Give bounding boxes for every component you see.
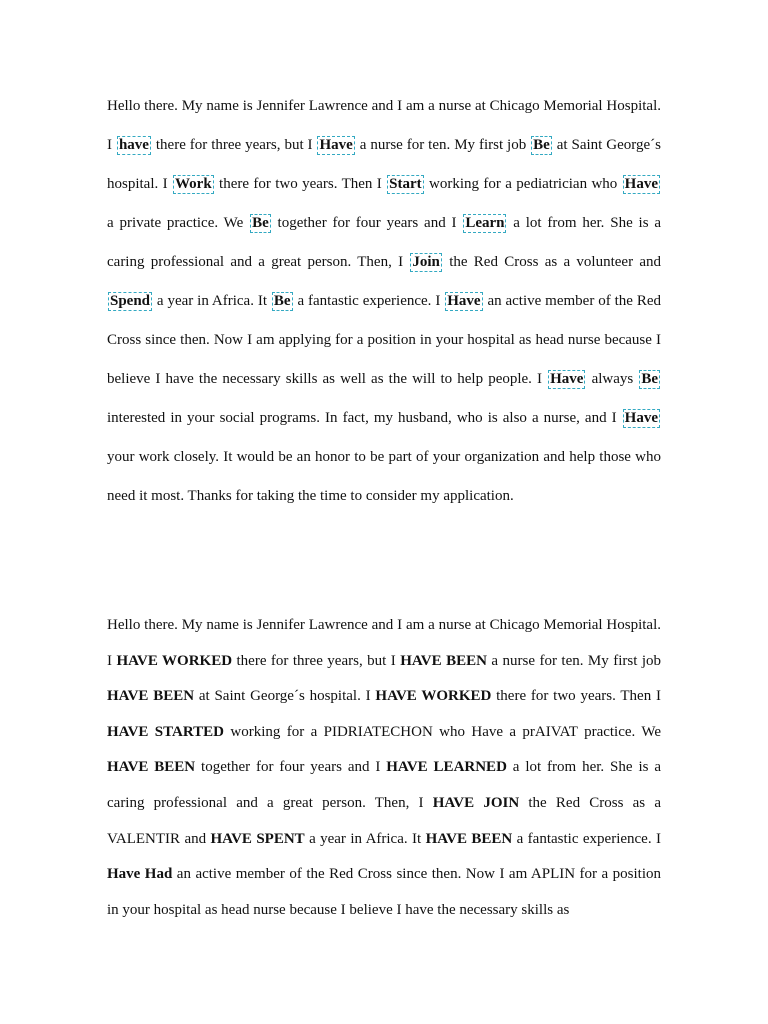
text-run: there for two years. Then I xyxy=(214,176,387,192)
text-run: a nurse for ten. My first job xyxy=(486,652,661,669)
answer-paragraph xyxy=(107,608,661,928)
text-run: a year in Africa. It xyxy=(304,830,426,847)
answer-verb: HAVE SPENT xyxy=(210,830,305,847)
answer-verb: Have Had xyxy=(107,866,173,883)
text-run: a fantastic experience. I xyxy=(512,830,661,847)
text-run: always xyxy=(586,371,639,387)
text-run: there for three years, but I xyxy=(232,652,401,669)
text-run: at Saint George´s hospital. I xyxy=(194,688,376,705)
text-run: a nurse for ten. My first job xyxy=(355,137,531,153)
answer-verb: HAVE BEEN xyxy=(400,652,487,669)
verb-blank-box[interactable]: Join xyxy=(412,254,440,270)
text-run: a fantastic experience. I xyxy=(293,293,445,309)
text-run: an active member of the Red Cross since then. Now I am APLIN for a position in your hospital as head nurse because I believe I have the necessary skills as xyxy=(107,866,661,918)
text-run: an active member of the Red Cross since then. Now I am applying for a position in your hospital as head nurse because I believe I have the necessary skills as well as the will to help people. I xyxy=(107,293,661,387)
verb-blank-box[interactable]: Have xyxy=(447,293,481,309)
verb-blank-box[interactable]: Be xyxy=(533,137,550,153)
text-run: a private practice. We xyxy=(107,215,250,231)
verb-blank-box[interactable]: Learn xyxy=(465,215,505,231)
text-run: working for a pediatrician who xyxy=(424,176,622,192)
verb-blank-box[interactable]: Spend xyxy=(110,293,151,309)
text-run: Hello there. My name is Jennifer Lawrence and I am a nurse at Chicago Memorial Hospital. I xyxy=(107,98,661,153)
text-run: your work closely. It would be an honor to be part of your organization and help those who need it most. Thanks for taking the time to consider my application. xyxy=(107,449,661,504)
text-run: working for a PIDRIATECHON who Have a prAIVAT practice. We xyxy=(224,723,661,740)
text-run: the Red Cross as a VALENTIR and xyxy=(107,794,662,847)
text-run: there for two years. Then I xyxy=(491,688,661,705)
text-run: a year in Africa. It xyxy=(153,293,271,309)
verb-blank-box[interactable]: Be xyxy=(273,293,291,309)
verb-blank-box[interactable]: Start xyxy=(389,176,422,192)
verb-blank-box[interactable]: Have xyxy=(550,371,584,387)
verb-blank-box[interactable]: Have xyxy=(319,137,353,153)
text-run: interested in your social programs. In fact, my husband, who is also a nurse, and I xyxy=(107,410,622,426)
text-run: a lot from her. She is a caring professional and a great person. Then, I xyxy=(107,215,661,270)
answer-verb: HAVE BEEN xyxy=(107,688,195,705)
verb-blank-box[interactable]: Have xyxy=(624,410,658,426)
answer-verb: HAVE LEARNED xyxy=(386,759,507,776)
exercise-paragraph xyxy=(107,87,661,516)
text-run: Hello there. My name is Jennifer Lawrence and I am a nurse at Chicago Memorial Hospital. I xyxy=(107,617,661,669)
answer-verb: HAVE BEEN xyxy=(107,759,196,776)
answer-verb: HAVE STARTED xyxy=(107,723,224,740)
text-run: the Red Cross as a volunteer and xyxy=(442,254,662,270)
verb-blank-box[interactable]: Be xyxy=(641,371,658,387)
verb-blank-box[interactable]: Be xyxy=(252,215,269,231)
verb-blank-box[interactable]: Have xyxy=(624,176,658,192)
text-run: together for four years and I xyxy=(195,759,387,776)
verb-blank-box[interactable]: Work xyxy=(174,176,212,192)
text-run: a lot from her. She is a caring professional and a great person. Then, I xyxy=(107,759,661,811)
answer-verb: HAVE BEEN xyxy=(425,830,513,847)
verb-blank-box[interactable]: have xyxy=(118,137,149,153)
answer-verb: HAVE WORKED xyxy=(116,652,233,669)
text-run: together for four years and I xyxy=(271,215,463,231)
text-run: there for three years, but I xyxy=(151,137,317,153)
answer-verb: HAVE WORKED xyxy=(375,688,492,705)
answer-verb: HAVE JOIN xyxy=(432,794,520,811)
text-run: at Saint George´s hospital. I xyxy=(107,137,661,192)
